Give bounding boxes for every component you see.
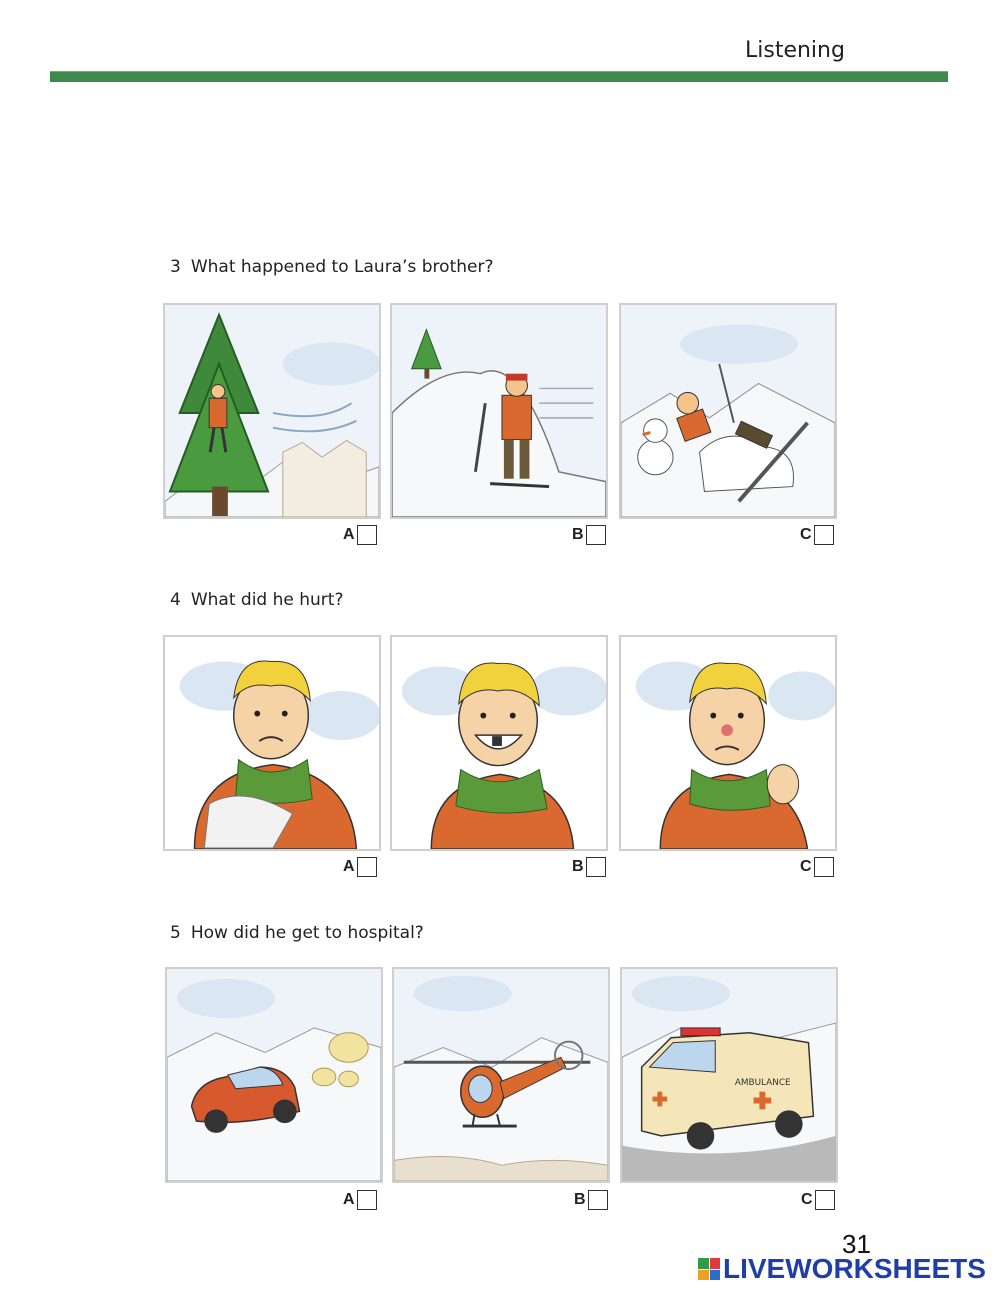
answer-checkbox[interactable]: [357, 525, 377, 545]
tree-crash-illustration: [165, 305, 379, 517]
option-letter: C: [800, 526, 812, 543]
picture-q3-b-snowbank: [390, 303, 608, 519]
option-letter: A: [343, 526, 355, 543]
bandaged-arm-illustration: [165, 637, 379, 849]
picture-q4-c-nose: [619, 635, 837, 851]
option-q5-c: [801, 1189, 835, 1211]
option-letter: B: [572, 858, 584, 875]
option-letter: B: [572, 526, 584, 543]
option-letter: C: [801, 1191, 813, 1208]
question-5: [170, 923, 424, 943]
answer-checkbox[interactable]: [814, 857, 834, 877]
option-letter: A: [343, 1191, 355, 1208]
answer-checkbox[interactable]: [357, 1190, 377, 1210]
option-q3-a: [343, 524, 377, 546]
option-q3-b: [572, 524, 606, 546]
snowman-crash-illustration: [621, 305, 835, 517]
hurt-nose-illustration: [621, 637, 835, 849]
page-number: 31: [842, 1229, 871, 1259]
section-title: Listening: [745, 38, 845, 63]
answer-checkbox[interactable]: [586, 857, 606, 877]
answer-checkbox[interactable]: [814, 525, 834, 545]
picture-q3-a-tree: [163, 303, 381, 519]
picture-q4-a-arm: [163, 635, 381, 851]
question-number: 4: [170, 590, 181, 610]
helicopter-illustration: [394, 969, 608, 1181]
question-text: What happened to Laura’s brother?: [190, 257, 494, 277]
option-q5-a: [343, 1189, 377, 1211]
picture-q5-b-helicopter: [392, 967, 610, 1183]
brand-name: LIVEWORKSHEETS: [723, 1253, 986, 1284]
option-q5-b: [574, 1189, 608, 1211]
picture-q4-b-tooth: [390, 635, 608, 851]
option-q4-c: [800, 856, 834, 878]
question-number: 5: [170, 923, 181, 943]
ambulance-sign: AMBULANCE: [734, 1077, 791, 1088]
question-number: 3: [170, 257, 181, 277]
liveworksheets-brand[interactable]: [698, 1253, 986, 1285]
option-letter: A: [343, 858, 355, 875]
snowbank-illustration: [392, 305, 606, 517]
picture-q5-c-ambulance: [620, 967, 838, 1183]
question-text: How did he get to hospital?: [190, 923, 424, 943]
option-q4-b: [572, 856, 606, 878]
question-text: What did he hurt?: [190, 590, 344, 610]
missing-tooth-illustration: [392, 637, 606, 849]
header-divider: [50, 71, 948, 82]
option-q4-a: [343, 856, 377, 878]
option-letter: C: [800, 858, 812, 875]
option-letter: B: [574, 1191, 586, 1208]
car-illustration: [167, 969, 381, 1181]
liveworksheets-logo-icon: [698, 1258, 720, 1280]
picture-q3-c-snowman: [619, 303, 837, 519]
picture-q5-a-car: [165, 967, 383, 1183]
answer-checkbox[interactable]: [588, 1190, 608, 1210]
answer-checkbox[interactable]: [586, 525, 606, 545]
answer-checkbox[interactable]: [815, 1190, 835, 1210]
question-4: [170, 590, 343, 610]
ambulance-illustration: [622, 969, 836, 1181]
answer-checkbox[interactable]: [357, 857, 377, 877]
option-q3-c: [800, 524, 834, 546]
question-3: [170, 257, 493, 277]
